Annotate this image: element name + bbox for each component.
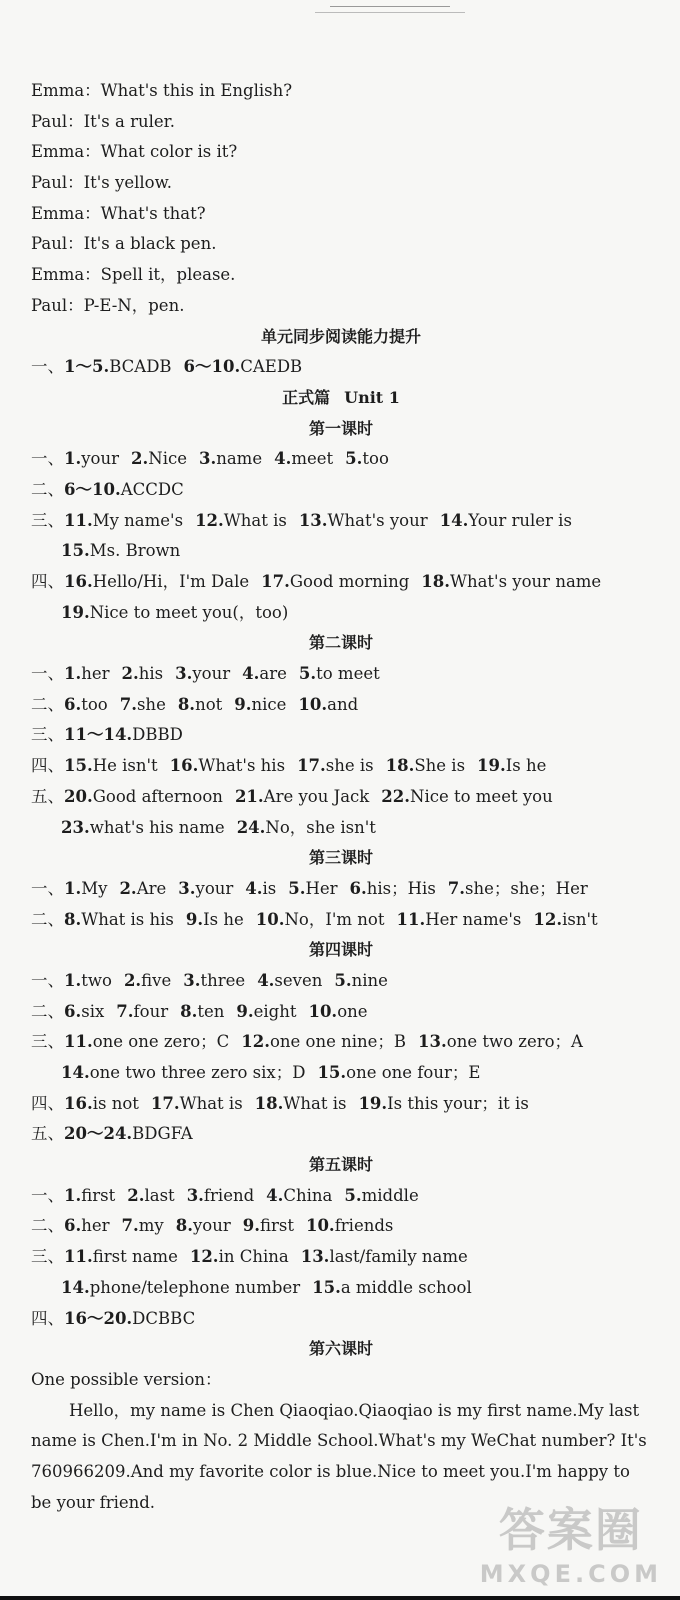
lesson-3-answers bbox=[31, 874, 651, 935]
answer-text: one bbox=[337, 1001, 368, 1021]
answer-text: Are bbox=[136, 878, 167, 898]
dialogue-line: Emma：What's this in English? bbox=[31, 81, 293, 100]
question-number: 1. bbox=[64, 664, 82, 684]
lesson-title-6: 第六课时 bbox=[308, 1339, 373, 1359]
watermark-logo bbox=[480, 1494, 662, 1588]
dialogue-line: Emma：Spell it，please. bbox=[31, 265, 236, 285]
question-number: 16. bbox=[64, 1093, 93, 1113]
question-number: 6～10. bbox=[183, 357, 241, 377]
answer-text: middle bbox=[361, 1185, 419, 1205]
dialogue bbox=[31, 76, 651, 322]
answer-line bbox=[31, 1211, 651, 1242]
question-number: 18. bbox=[385, 756, 415, 776]
question-number: 5. bbox=[344, 1185, 362, 1205]
question-number: 18. bbox=[421, 572, 450, 591]
answer-text: eight bbox=[253, 1001, 297, 1021]
question-number: 3. bbox=[198, 449, 217, 469]
question-number: 12. bbox=[195, 510, 224, 530]
answer-line bbox=[31, 506, 651, 537]
answer-text: his bbox=[138, 664, 164, 684]
answer-line bbox=[31, 659, 651, 690]
answer-text: What is bbox=[283, 1093, 347, 1113]
question-number: 8. bbox=[177, 694, 196, 714]
question-number: 17. bbox=[297, 756, 326, 776]
answer-text: phone/telephone number bbox=[89, 1277, 301, 1297]
answer-text: My name's bbox=[92, 510, 184, 530]
question-group-label: 四、 bbox=[31, 1093, 64, 1113]
answer-text: one one nine；B bbox=[269, 1032, 407, 1052]
question-number: 5. bbox=[334, 970, 352, 990]
question-number: 12. bbox=[241, 1032, 270, 1052]
question-number: 13. bbox=[298, 510, 328, 530]
answer-line bbox=[31, 444, 651, 475]
question-number: 7. bbox=[121, 1216, 139, 1236]
question-number: 4. bbox=[266, 1185, 284, 1205]
question-number: 9. bbox=[234, 694, 252, 714]
question-number: 11. bbox=[396, 909, 426, 929]
question-group-label: 三、 bbox=[31, 510, 64, 530]
question-number: 9. bbox=[242, 1216, 260, 1236]
question-number: 17. bbox=[150, 1093, 180, 1113]
question-number: 11. bbox=[64, 1247, 93, 1267]
answer-text: Your ruler is bbox=[468, 510, 572, 530]
bottom-rule bbox=[0, 1596, 680, 1600]
answer-text: Good afternoon bbox=[92, 786, 223, 806]
answer-line bbox=[31, 1273, 651, 1304]
lesson-title-4: 第四课时 bbox=[308, 940, 373, 960]
question-number: 11. bbox=[64, 510, 93, 530]
answer-text: BCADB bbox=[109, 357, 172, 377]
question-number: 17. bbox=[261, 572, 290, 591]
answer-text: What is his bbox=[81, 909, 174, 929]
lesson-2-answers bbox=[31, 659, 651, 843]
answer-text: in China bbox=[218, 1247, 289, 1267]
answer-text: first bbox=[81, 1185, 116, 1205]
answer-text: meet bbox=[291, 449, 334, 469]
question-number: 15. bbox=[61, 541, 90, 561]
question-number: 2. bbox=[119, 878, 137, 898]
answer-text: Her bbox=[305, 878, 338, 898]
answer-text: is bbox=[262, 878, 277, 898]
question-number: 11～14. bbox=[64, 725, 133, 745]
question-number: 5. bbox=[288, 878, 306, 898]
question-number: 3. bbox=[175, 664, 193, 684]
question-number: 19. bbox=[358, 1093, 388, 1113]
question-number: 3. bbox=[186, 1185, 204, 1205]
question-group-label: 一、 bbox=[31, 664, 64, 684]
essay-intro: One possible version： bbox=[31, 1369, 222, 1389]
answer-line bbox=[31, 536, 651, 567]
answer-text: name bbox=[216, 449, 263, 469]
question-number: 20～24. bbox=[64, 1124, 133, 1144]
answer-text: one two three zero six；D bbox=[89, 1063, 306, 1082]
answer-line bbox=[31, 782, 651, 813]
question-group-label: 二、 bbox=[31, 1001, 64, 1021]
question-number: 7. bbox=[447, 878, 466, 898]
answer-line bbox=[31, 720, 651, 751]
dialogue-line: Paul：It's yellow. bbox=[31, 173, 172, 193]
answer-text: last bbox=[144, 1185, 175, 1205]
question-number: 15. bbox=[64, 756, 93, 776]
section-title-reading: 单元同步阅读能力提升 bbox=[260, 326, 421, 346]
answer-text: she bbox=[136, 694, 166, 714]
lesson-title-5: 第五课时 bbox=[308, 1155, 373, 1175]
question-number: 10. bbox=[308, 1001, 338, 1021]
answer-text: What's your bbox=[327, 510, 428, 530]
answer-text: four bbox=[133, 1001, 169, 1021]
answer-text: too bbox=[362, 449, 389, 469]
answer-text: nine bbox=[351, 970, 388, 990]
answer-text: What's his bbox=[198, 756, 286, 776]
question-group-label: 一、 bbox=[31, 1185, 64, 1205]
answer-text: Nice to meet you bbox=[410, 786, 553, 806]
dialogue-line: Paul：It's a ruler. bbox=[31, 111, 175, 131]
question-number: 9. bbox=[185, 909, 204, 929]
answer-text: and bbox=[327, 694, 359, 714]
question-number: 16～20. bbox=[64, 1308, 133, 1328]
answer-text: What is bbox=[179, 1093, 243, 1113]
question-number: 4. bbox=[242, 664, 260, 684]
answer-line bbox=[31, 966, 651, 997]
answer-line bbox=[31, 905, 651, 936]
question-number: 9. bbox=[236, 1001, 254, 1021]
question-group-label: 二、 bbox=[31, 909, 64, 929]
question-group-label: 五、 bbox=[31, 1124, 64, 1144]
question-number: 5. bbox=[298, 664, 317, 684]
question-number: 2. bbox=[127, 1185, 145, 1205]
question-number: 3. bbox=[183, 970, 201, 990]
question-number: 14. bbox=[61, 1277, 90, 1297]
answer-text: a middle school bbox=[340, 1277, 472, 1297]
question-number: 4. bbox=[274, 449, 292, 469]
answer-text: He isn't bbox=[92, 756, 158, 776]
answer-text: Is he bbox=[203, 909, 244, 929]
answer-text: your bbox=[195, 878, 234, 898]
question-group-label: 三、 bbox=[31, 1032, 64, 1052]
question-number: 6. bbox=[64, 1216, 82, 1236]
question-number: 10. bbox=[298, 694, 328, 714]
answer-text: too bbox=[81, 694, 108, 714]
unit-name: Unit 1 bbox=[344, 387, 400, 407]
question-number: 23. bbox=[61, 817, 90, 837]
answer-text: to meet bbox=[316, 664, 380, 684]
essay-text: Hello，my name is Chen Qiaoqiao.Qiaoqiao is my first name.My last name is Chen.I'm in No. 2 Middle School.What's my WeChat number? It's 760966209.And my favorite color is blue.Nice to meet you.I'm happy to be your friend. bbox=[31, 1400, 647, 1512]
question-number: 15. bbox=[317, 1063, 347, 1082]
answer-text: one two zero；A bbox=[446, 1032, 583, 1052]
question-group-label: 四、 bbox=[31, 572, 64, 591]
answer-line bbox=[31, 1181, 651, 1212]
lesson-5-answers bbox=[31, 1181, 651, 1334]
question-group-label: 四、 bbox=[31, 1308, 64, 1328]
answer-text: three bbox=[200, 970, 246, 990]
answer-text: your bbox=[192, 664, 231, 684]
question-number: 1. bbox=[64, 449, 82, 469]
header-rule-secondary bbox=[315, 12, 465, 13]
answer-text: five bbox=[141, 970, 172, 990]
question-number: 1. bbox=[64, 1185, 82, 1205]
answer-text: No，she isn't bbox=[265, 817, 376, 837]
answer-line bbox=[31, 1027, 651, 1058]
question-number: 8. bbox=[64, 909, 82, 929]
question-number: 14. bbox=[61, 1063, 90, 1082]
answer-text: Is this your；it is bbox=[387, 1093, 529, 1113]
question-number: 18. bbox=[254, 1093, 284, 1113]
answer-text: two bbox=[81, 970, 112, 990]
question-number: 7. bbox=[119, 694, 137, 714]
answer-text: first name bbox=[92, 1247, 178, 1267]
answer-text: DCBBC bbox=[132, 1308, 196, 1328]
question-number: 12. bbox=[189, 1247, 219, 1267]
answer-text: CAEDB bbox=[240, 357, 303, 377]
answer-text: BDGFA bbox=[132, 1124, 193, 1144]
question-number: 13. bbox=[418, 1032, 447, 1052]
answer-line bbox=[31, 567, 651, 598]
question-number: 19. bbox=[477, 756, 506, 776]
answer-text: isn't bbox=[562, 909, 598, 929]
question-number: 5. bbox=[345, 449, 363, 469]
answer-text: Hello/Hi，I'm Dale bbox=[92, 572, 250, 591]
answer-text: Are you Jack bbox=[263, 786, 370, 806]
answer-line bbox=[31, 751, 651, 782]
answer-text: Nice to meet you(，too) bbox=[89, 602, 289, 622]
watermark-url: MXQE.COM bbox=[479, 1560, 662, 1588]
question-number: 15. bbox=[312, 1277, 341, 1297]
answer-line bbox=[31, 997, 651, 1028]
answer-line bbox=[31, 598, 651, 629]
question-group-label: 五、 bbox=[31, 786, 64, 806]
answer-text: are bbox=[259, 664, 287, 684]
dialogue-line: Emma：What color is it? bbox=[31, 142, 238, 162]
question-group-label: 一、 bbox=[31, 878, 64, 898]
question-number: 16. bbox=[169, 756, 199, 776]
answer-text: Ms. Brown bbox=[89, 541, 181, 561]
answer-text: Her name's bbox=[425, 909, 522, 929]
answer-text: She is bbox=[414, 756, 466, 776]
dialogue-line: Paul：P-E-N，pen. bbox=[31, 295, 185, 315]
question-group-label: 一、 bbox=[31, 357, 64, 377]
question-number: 14. bbox=[439, 510, 469, 530]
lesson-4-answers bbox=[31, 966, 651, 1150]
answer-text: ten bbox=[197, 1001, 225, 1021]
question-number: 6. bbox=[64, 1001, 82, 1021]
answer-line bbox=[31, 1058, 651, 1089]
question-number: 8. bbox=[175, 1216, 193, 1236]
dialogue-line: Emma：What's that? bbox=[31, 203, 206, 223]
answer-text: What's your name bbox=[450, 572, 602, 591]
lesson-title-1: 第一课时 bbox=[308, 418, 373, 438]
question-number: 3. bbox=[178, 878, 196, 898]
answer-line bbox=[31, 352, 651, 383]
question-group-label: 四、 bbox=[31, 756, 64, 776]
question-number: 10. bbox=[255, 909, 285, 929]
question-number: 21. bbox=[234, 786, 264, 806]
unit-title bbox=[31, 383, 651, 414]
answer-text: your bbox=[192, 1216, 231, 1236]
question-group-label: 二、 bbox=[31, 1216, 64, 1236]
question-number: 20. bbox=[64, 786, 93, 806]
answer-text: Good morning bbox=[289, 572, 410, 591]
watermark-text: 答案圈 bbox=[498, 1503, 643, 1557]
dialogue-line: Paul：It's a black pen. bbox=[31, 234, 217, 254]
answer-text: six bbox=[81, 1001, 105, 1021]
question-number: 1～5. bbox=[64, 357, 110, 377]
question-number: 10. bbox=[305, 1216, 335, 1236]
answer-line bbox=[31, 813, 651, 844]
question-number: 11. bbox=[64, 1032, 93, 1052]
question-number: 12. bbox=[533, 909, 563, 929]
question-number: 22. bbox=[381, 786, 411, 806]
question-number: 1. bbox=[64, 878, 82, 898]
unit-label: 正式篇 bbox=[282, 387, 331, 407]
question-number: 19. bbox=[61, 602, 90, 622]
answer-text: is not bbox=[92, 1093, 139, 1113]
question-group-label: 一、 bbox=[31, 449, 64, 469]
answer-text: one one four；E bbox=[346, 1063, 481, 1082]
question-number: 2. bbox=[131, 449, 149, 469]
answer-line bbox=[31, 690, 651, 721]
question-number: 16. bbox=[64, 572, 93, 591]
answer-text: her bbox=[81, 1216, 110, 1236]
answer-text: your bbox=[81, 449, 120, 469]
answer-line bbox=[31, 1089, 651, 1120]
answer-text: My bbox=[81, 878, 108, 898]
question-group-label: 二、 bbox=[31, 479, 64, 499]
answer-line bbox=[31, 1119, 651, 1150]
question-number: 24. bbox=[236, 817, 266, 837]
answer-text: Nice bbox=[148, 449, 187, 469]
answer-text: first bbox=[259, 1216, 294, 1236]
answer-text: one one zero；C bbox=[92, 1032, 230, 1052]
question-number: 6. bbox=[64, 694, 82, 714]
lesson-title-3: 第三课时 bbox=[308, 848, 373, 868]
answer-text: No，I'm not bbox=[284, 909, 385, 929]
question-group-label: 三、 bbox=[31, 725, 64, 745]
question-group-label: 二、 bbox=[31, 694, 64, 714]
answer-line bbox=[31, 1242, 651, 1273]
answer-text: last/family name bbox=[329, 1247, 468, 1267]
answer-line bbox=[31, 1304, 651, 1335]
lesson-1-answers bbox=[31, 444, 651, 628]
question-number: 13. bbox=[300, 1247, 330, 1267]
answer-text: friend bbox=[203, 1185, 255, 1205]
reading-answers bbox=[31, 352, 651, 383]
answer-text: China bbox=[283, 1185, 333, 1205]
question-number: 4. bbox=[257, 970, 275, 990]
answer-text: ACCDC bbox=[120, 479, 184, 499]
answer-text: What is bbox=[223, 510, 287, 530]
lesson-title-2: 第二课时 bbox=[308, 633, 373, 653]
question-number: 4. bbox=[245, 878, 263, 898]
answer-text: not bbox=[195, 694, 223, 714]
answer-page bbox=[31, 76, 651, 1518]
question-number: 1. bbox=[64, 970, 82, 990]
answer-line bbox=[31, 874, 651, 905]
answer-text: what's his name bbox=[89, 817, 225, 837]
answer-text: his；His bbox=[366, 878, 436, 898]
question-group-label: 三、 bbox=[31, 1247, 64, 1267]
answer-text: nice bbox=[251, 694, 287, 714]
answer-line bbox=[31, 475, 651, 506]
question-number: 6. bbox=[349, 878, 367, 898]
answer-text: DBBD bbox=[132, 725, 183, 745]
question-number: 2. bbox=[121, 664, 139, 684]
answer-text: my bbox=[138, 1216, 164, 1236]
answer-text: she；she；Her bbox=[465, 878, 588, 898]
answer-text: she is bbox=[325, 756, 374, 776]
question-number: 6～10. bbox=[64, 479, 121, 499]
question-number: 8. bbox=[180, 1001, 198, 1021]
answer-text: seven bbox=[274, 970, 323, 990]
header-rule bbox=[330, 6, 450, 7]
answer-text: her bbox=[81, 664, 110, 684]
question-group-label: 一、 bbox=[31, 970, 64, 990]
answer-text: friends bbox=[334, 1216, 394, 1236]
answer-text: Is he bbox=[505, 756, 547, 776]
question-number: 2. bbox=[123, 970, 142, 990]
question-number: 7. bbox=[116, 1001, 134, 1021]
